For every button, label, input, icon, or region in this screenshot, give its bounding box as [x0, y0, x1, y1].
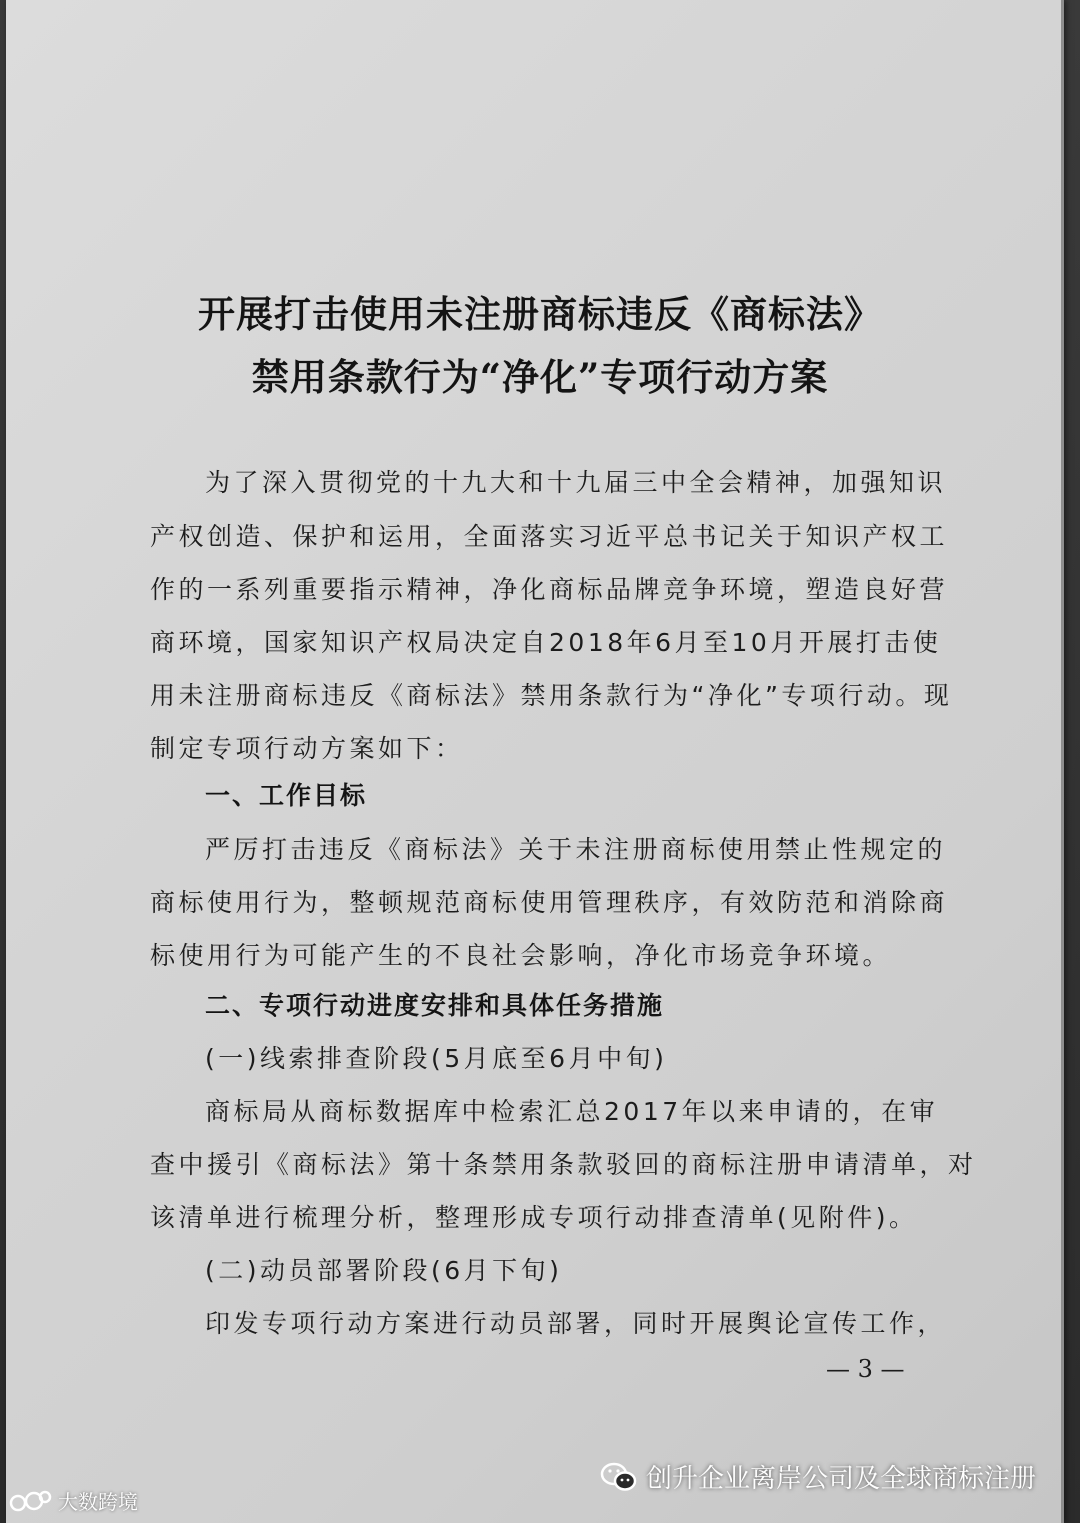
watermark-left	[8, 1486, 138, 1515]
paper-stack-edge	[1061, 0, 1064, 1523]
stage-1-line: 商标局从商标数据库中检索汇总2017年以来申请的，在审	[205, 1097, 939, 1126]
section-1-line: 严厉打击违反《商标法》关于未注册商标使用禁止性规定的	[205, 835, 947, 864]
intro-line: 为了深入贯彻党的十九大和十九届三中全会精神，加强知识	[205, 468, 947, 497]
document-title-line-2: 禁用条款行为“净化”专项行动方案	[251, 355, 829, 399]
intro-line: 作的一系列重要指示精神，净化商标品牌竞争环境，塑造良好营	[150, 575, 949, 604]
watermark-left-text: 大数跨境	[58, 1490, 138, 1514]
section-2-heading: 二、专项行动进度安排和具体任务措施	[205, 991, 665, 1020]
page-number: — 3 —	[826, 1355, 905, 1383]
intro-line: 产权创造、保护和运用，全面落实习近平总书记关于知识产权工	[150, 522, 949, 551]
watermark-right-text: 创升企业离岸公司及全球商标注册	[646, 1464, 1037, 1494]
intro-line: 制定专项行动方案如下：	[150, 734, 464, 763]
stage-1-line: 查中援引《商标法》第十条禁用条款驳回的商标注册申请清单，对	[150, 1150, 977, 1179]
weibo-icon	[8, 1489, 52, 1513]
stage-2-line: 印发专项行动方案进行动员部署，同时开展舆论宣传工作，	[205, 1309, 947, 1338]
section-1-heading: 一、工作目标	[205, 781, 368, 810]
section-1-line: 商标使用行为，整顿规范商标使用管理秩序，有效防范和消除商	[150, 888, 949, 917]
section-1-line: 标使用行为可能产生的不良社会影响，净化市场竞争环境。	[150, 941, 892, 970]
wechat-icon	[600, 1461, 638, 1493]
watermark-right	[600, 1458, 1036, 1495]
stage-1-heading: (一)线索排查阶段(5月底至6月中旬)	[205, 1044, 668, 1073]
document-title-line-1: 开展打击使用未注册商标违反《商标法》	[198, 292, 882, 336]
intro-line: 商环境，国家知识产权局决定自2018年6月至10月开展打击使	[150, 628, 942, 657]
intro-line: 用未注册商标违反《商标法》禁用条款行为“净化”专项行动。现	[150, 681, 953, 710]
stage-1-line: 该清单进行梳理分析，整理形成专项行动排查清单(见附件)。	[150, 1203, 918, 1232]
stage-2-heading: (二)动员部署阶段(6月下旬)	[205, 1256, 563, 1285]
